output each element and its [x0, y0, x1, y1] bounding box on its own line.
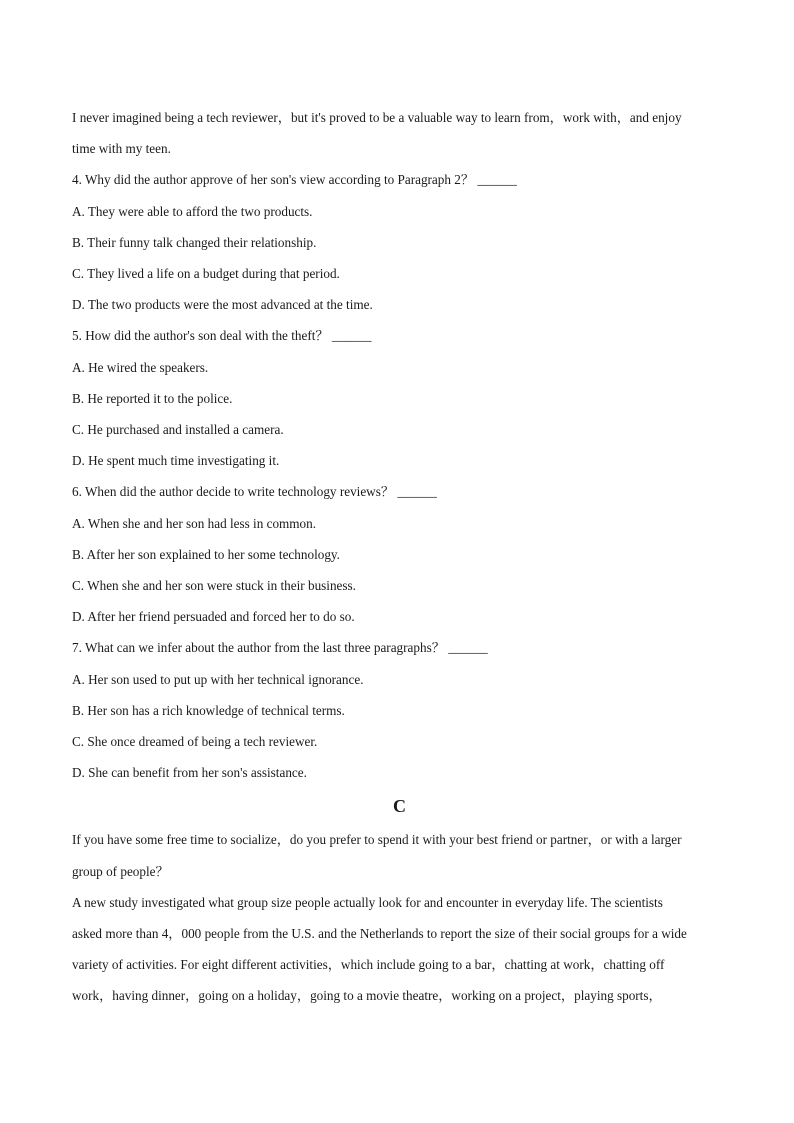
passage-line: If you have some free time to socialize，do you prefer to spend it with your best friend or partner，or with a larger: [72, 832, 682, 848]
option-d: D. The two products were the most advanced at the time.: [72, 297, 373, 313]
passage-line: asked more than 4，000 people from the U.S. and the Netherlands to report the size of their social groups for a wide: [72, 926, 687, 942]
option-b: B. Their funny talk changed their relationship.: [72, 234, 317, 250]
option-b: B. After her son explained to her some technology.: [72, 546, 340, 562]
question-text: 7. What can we infer about the author from the last three paragraphs？ ______: [72, 640, 488, 656]
passage-line: group of people？: [72, 863, 169, 879]
option-b: B. He reported it to the police.: [72, 390, 233, 406]
intro-line: I never imagined being a tech reviewer，but it's proved to be a valuable way to learn from，work with，and enjoy: [72, 110, 682, 125]
option-a: A. They were able to afford the two products.: [72, 203, 313, 219]
passage-line: variety of activities. For eight different activities，which include going to a bar，chatting at work，chatting off: [72, 957, 665, 973]
question-text: 5. How did the author's son deal with the theft？ ______: [72, 328, 372, 344]
passage-line: work，having dinner，going on a holiday，going to a movie theatre，working on a project，playing sports，: [72, 988, 662, 1004]
option-c: C. They lived a life on a budget during that period.: [72, 266, 340, 282]
question-block: [72, 320, 727, 476]
question-text: 4. Why did the author approve of her son's view according to Paragraph 2？ ______: [72, 172, 517, 188]
option-c: C. She once dreamed of being a tech reviewer.: [72, 734, 318, 750]
option-a: A. Her son used to put up with her technical ignorance.: [72, 671, 364, 687]
option-c: C. He purchased and installed a camera.: [72, 422, 284, 438]
intro-line: time with my teen.: [72, 141, 171, 157]
document-page: [72, 102, 727, 1012]
passage-line: A new study investigated what group size people actually look for and encounter in everyday life. The scientists: [72, 894, 663, 910]
section-heading: C: [393, 796, 406, 817]
question-block: [72, 476, 727, 632]
question-block: [72, 164, 727, 320]
question-block: [72, 632, 727, 788]
passage: [72, 824, 727, 1011]
option-c: C. When she and her son were stuck in their business.: [72, 578, 356, 594]
option-d: D. After her friend persuaded and forced her to do so.: [72, 609, 355, 625]
option-a: A. When she and her son had less in common.: [72, 515, 317, 531]
option-b: B. Her son has a rich knowledge of technical terms.: [72, 702, 345, 718]
option-a: A. He wired the speakers.: [72, 359, 209, 375]
option-d: D. He spent much time investigating it.: [72, 453, 280, 469]
option-d: D. She can benefit from her son's assistance.: [72, 765, 307, 781]
question-text: 6. When did the author decide to write technology reviews？ ______: [72, 484, 437, 500]
